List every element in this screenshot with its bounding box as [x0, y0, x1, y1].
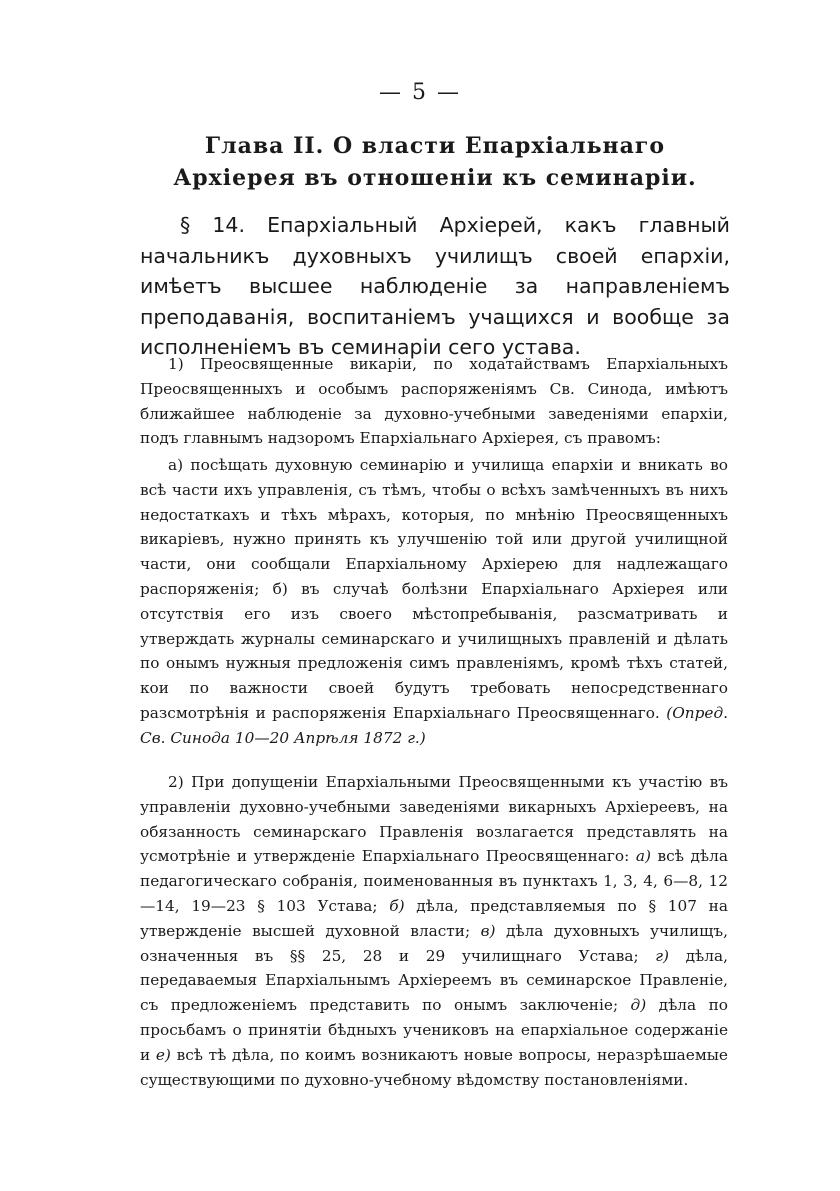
item-b-text: дѣла, представляемыя по § 107 на утвержденіе высшей духовной власти; [140, 896, 728, 940]
note-1-body-text: а) посѣщать духовную семинарію и училища епархіи и вникать во всѣ части ихъ управленія, съ тѣмъ, чтобы о всѣхъ замѣченныхъ въ нихъ недостаткахъ и тѣхъ мѣрахъ, которыя, по мнѣнію Преосвященныхъ викаріевъ, нужно принять къ улучшенію той или другой училищной части, они сообщали Епархіальному Архіерею для надлежащаго распоряженія; б) въ случаѣ болѣзни Епархіальнаго Архіерея или отсутствія его изъ своего мѣстопребыванія, разсматривать и утверждать журналы семинарскаго и училищныхъ правленій и дѣлать по онымъ нужныя предложенія симъ правленіямъ, кромѣ тѣхъ статей, кои по важности своей будутъ требовать непосредственнаго разсмотрѣнія и распоряженія Епархіальнаго Преосвященнаго. [140, 456, 728, 722]
page-number: — 5 — [379, 80, 461, 105]
item-d-mark: д) [630, 996, 647, 1015]
item-e-mark: е) [155, 1045, 171, 1064]
note-1-intro: 1) Преосвященные викаріи, по ходатайствамъ Епархіальныхъ Преосвященныхъ и особымъ распоряженіямъ Св. Синода, имѣютъ ближайшее наблюденіе за духовно-учебными заведеніями епархіи, подъ главнымъ надзоромъ Епархіальнаго Архіерея, съ правомъ: [140, 355, 728, 448]
note-1-body [140, 453, 728, 751]
chapter-title: Глава II. О власти Епархіальнаго Архіерея въ отношеніи къ семинаріи. [173, 133, 697, 191]
item-v-text: дѣла духовныхъ училищъ, означенныя въ §§ 25, 28 и 29 училищнаго Устава; [140, 921, 728, 965]
item-v-mark: в) [480, 921, 496, 940]
item-b-mark: б) [389, 896, 405, 915]
item-a-text: всѣ дѣла педагогическаго собранія, поименованныя въ пунктахъ 1, 3, 4, 6—8, 12—14, 19—23 § 103 Устава; [140, 847, 728, 915]
note-2-intro: 2) При допущеніи Епархіальными Преосвященными къ участію въ управленіи духовно-учебными заведеніями викарныхъ Архіереевъ, на обязанность семинарскаго Правленія возлагается представлять на усмотрѣніе и утвержденіе Епархіальнаго Преосвященнаго: [140, 773, 728, 866]
item-g-text: дѣла, передаваемыя Епархіальнымъ Архіереемъ въ семинарское Правленіе, съ предложеніемъ представить по онымъ заключеніе; [140, 946, 728, 1015]
item-a-mark: а) [635, 847, 651, 866]
note-2 [140, 770, 728, 1092]
item-e-text: всѣ тѣ дѣла, по коимъ возникаютъ новые вопросы, неразрѣшаемые существующими по духовно-учебному вѣдомству постановленіями. [140, 1045, 728, 1089]
paragraph-14: § 14. Епархіальный Архіерей, какъ главный начальникъ духовныхъ училищъ своей епархіи, имѣетъ высшее наблюденіе за направленіемъ преподаванія, воспитаніемъ учащихся и вообще за исполненіемъ въ семинаріи сего устава. [140, 213, 730, 359]
item-d-text: дѣла по просьбамъ о принятіи бѣдныхъ учениковъ на епархіальное содержаніе и [140, 996, 728, 1064]
item-g-mark: г) [655, 946, 669, 965]
synod-reference: (Опред. Св. Синода 10—20 Апрѣля 1872 г.) [140, 703, 728, 747]
